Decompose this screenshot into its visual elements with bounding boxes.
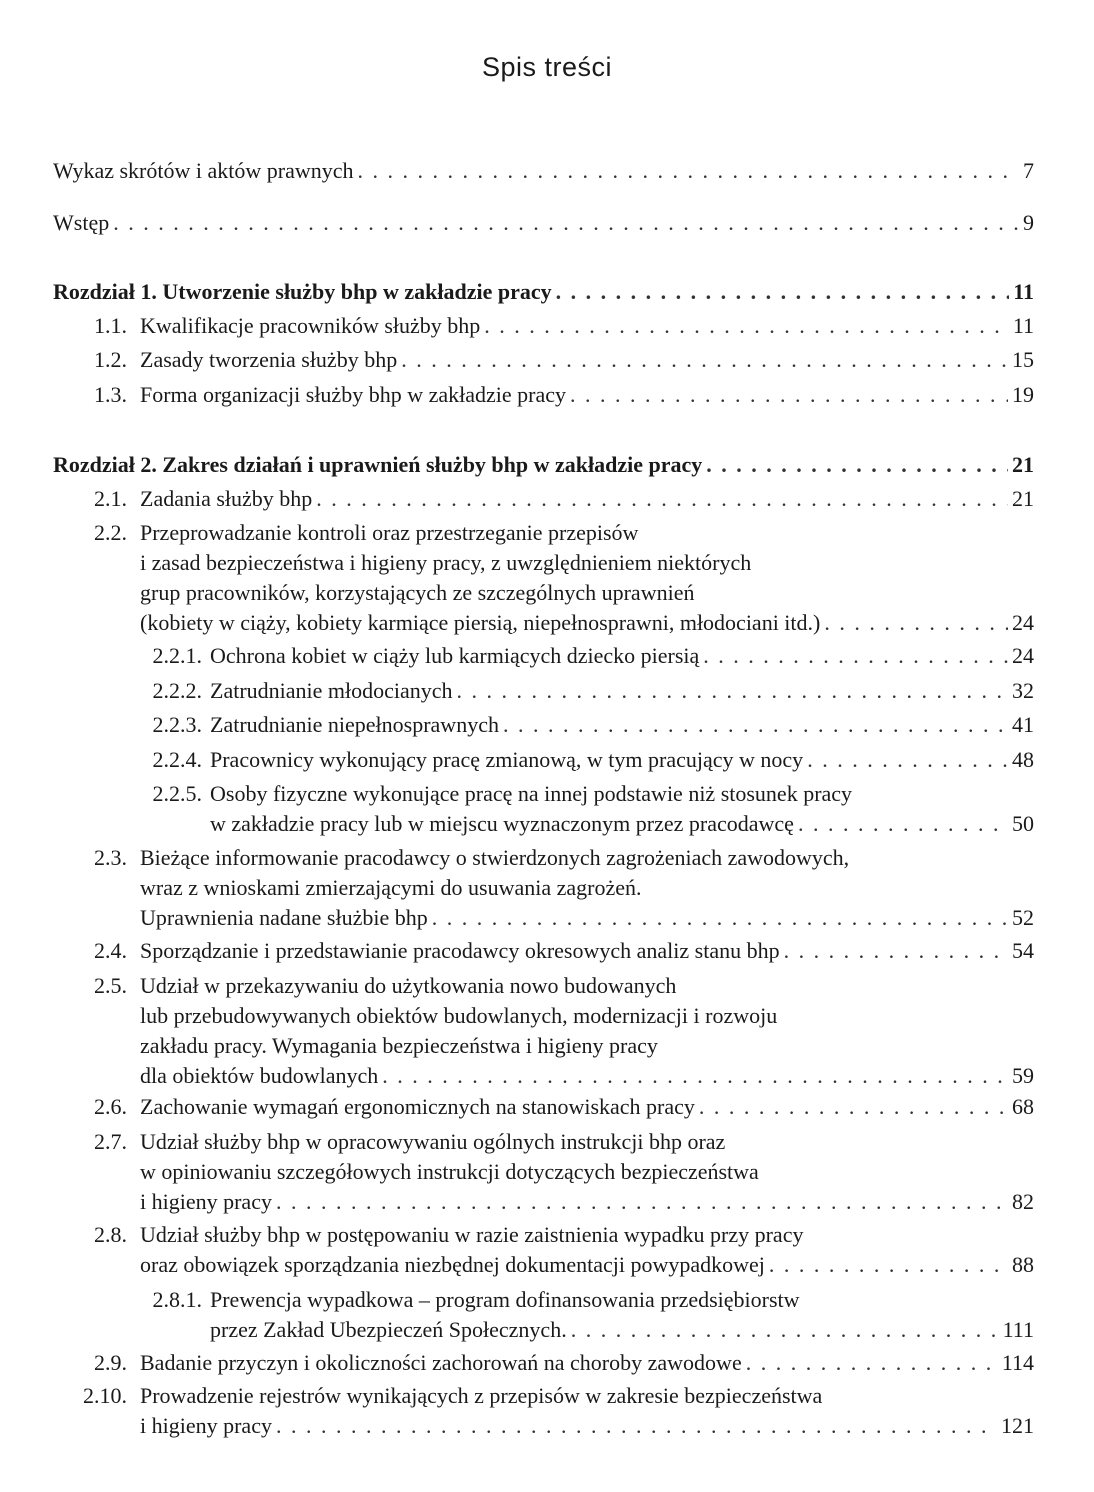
toc-text-line: Udział służby bhp w opracowywaniu ogólnych instrukcji bhp oraz <box>140 1129 726 1154</box>
leader-dots <box>484 311 1009 341</box>
toc-page-number: 82 <box>1012 1189 1034 1214</box>
toc-number: 2.8.1. <box>152 1287 202 1312</box>
toc-page-number: 121 <box>1001 1413 1034 1438</box>
toc-page-number: 15 <box>1012 347 1034 372</box>
leader-dots <box>357 156 1019 186</box>
toc-text-line: Uprawnienia nadane służbie bhp <box>140 905 428 930</box>
toc-number: 2.2.4. <box>152 747 202 772</box>
toc-entry-2-2 <box>94 518 1034 638</box>
toc-entry-2-8 <box>94 1220 1034 1280</box>
toc-number: 2.10. <box>83 1383 127 1408</box>
toc-text-line: w zakładzie pracy lub w miejscu wyznaczonym przez pracodawcę <box>210 811 794 836</box>
toc-number: 2.3. <box>94 845 127 870</box>
toc-number: 2.9. <box>94 1350 127 1375</box>
leader-dots <box>769 1250 1008 1280</box>
toc-text: Ochrona kobiet w ciąży lub karmiących dziecko piersią <box>210 643 700 668</box>
toc-text-line: wraz z wnioskami zmierzającymi do usuwania zagrożeń. <box>140 875 642 900</box>
toc-page-number: 111 <box>1002 1317 1034 1342</box>
toc-text: Rozdział 1. Utworzenie służby bhp w zakładzie pracy <box>53 279 552 304</box>
toc-number: 1.1. <box>94 313 127 338</box>
leader-dots <box>746 1348 998 1378</box>
toc-page-number: 19 <box>1012 382 1034 407</box>
toc-text-line: oraz obowiązek sporządzania niezbędnej dokumentacji powypadkowej <box>140 1252 765 1277</box>
toc-page-number: 68 <box>1012 1094 1034 1119</box>
toc-text-line: lub przebudowywanych obiektów budowlanych, modernizacji i rozwoju <box>140 1003 778 1028</box>
toc-entry-2-2-5 <box>152 779 1034 839</box>
toc-text-line: Udział służby bhp w postępowaniu w razie zaistnienia wypadku przy pracy <box>140 1222 804 1247</box>
toc-number: 2.2.3. <box>152 712 202 737</box>
leader-dots <box>382 1061 1008 1091</box>
leader-dots <box>824 608 1008 638</box>
toc-number: 1.3. <box>94 382 127 407</box>
toc-text-line: Bieżące informowanie pracodawcy o stwierdzonych zagrożeniach zawodowych, <box>140 845 850 870</box>
leader-dots <box>276 1187 1008 1217</box>
toc-page-number: 41 <box>1012 712 1034 737</box>
toc-entry-2-6 <box>94 1092 1034 1122</box>
leader-dots <box>457 676 1008 706</box>
toc-page-number: 54 <box>1012 938 1034 963</box>
leader-dots <box>570 380 1008 410</box>
toc-number: 2.7. <box>94 1129 127 1154</box>
toc-text-line: Udział w przekazywaniu do użytkowania nowo budowanych <box>140 973 677 998</box>
leader-dots <box>699 1092 1008 1122</box>
leader-dots <box>556 277 1010 307</box>
toc-page-number: 32 <box>1012 678 1034 703</box>
leader-dots <box>503 710 1008 740</box>
toc-entry-wykaz <box>53 156 1034 186</box>
leader-dots <box>807 745 1008 775</box>
toc-page-number: 50 <box>1012 811 1034 836</box>
toc-entry-wstep <box>53 208 1034 238</box>
toc-text: Forma organizacji służby bhp w zakładzie pracy <box>140 382 566 407</box>
toc-chapter-2 <box>53 450 1034 480</box>
leader-dots <box>432 903 1008 933</box>
toc-text: Zadania służby bhp <box>140 486 313 511</box>
toc-text: Rozdział 2. Zakres działań i uprawnień służby bhp w zakładzie pracy <box>53 452 703 477</box>
toc-text-line: Prewencja wypadkowa – program dofinansowania przedsiębiorstw <box>210 1287 800 1312</box>
toc-text: Zatrudnianie niepełnosprawnych <box>210 712 499 737</box>
toc-entry-2-4 <box>94 936 1034 966</box>
toc-text: Wstęp <box>53 210 110 235</box>
toc-text: Zatrudnianie młodocianych <box>210 678 453 703</box>
toc-text-line: zakładu pracy. Wymagania bezpieczeństwa i higieny pracy <box>140 1033 658 1058</box>
toc-page-number: 114 <box>1001 1350 1034 1375</box>
toc-entry-2-10 <box>83 1381 1034 1441</box>
toc-number: 2.5. <box>94 973 127 998</box>
toc-text: Badanie przyczyn i okoliczności zachorowań na choroby zawodowe <box>140 1350 742 1375</box>
toc-text-line: Przeprowadzanie kontroli oraz przestrzeganie przepisów <box>140 520 639 545</box>
toc-text-line: (kobiety w ciąży, kobiety karmiące piersią, niepełnosprawni, młodociani itd.) <box>140 610 821 635</box>
toc-entry-1-3 <box>94 380 1034 410</box>
toc-text: Zachowanie wymagań ergonomicznych na stanowiskach pracy <box>140 1094 695 1119</box>
toc-number: 2.2.2. <box>152 678 202 703</box>
toc-page-number: 11 <box>1012 313 1034 338</box>
toc-entry-2-2-1 <box>152 641 1034 671</box>
leader-dots <box>571 1315 999 1345</box>
toc-text: Kwalifikacje pracowników służby bhp <box>140 313 481 338</box>
toc-number: 2.2.1. <box>152 643 202 668</box>
toc-text: Zasady tworzenia służby bhp <box>140 347 398 372</box>
toc-entry-2-2-4 <box>152 745 1034 775</box>
toc-page-number: 9 <box>1023 210 1034 235</box>
toc-page-number: 11 <box>1013 279 1034 304</box>
toc-text: Sporządzanie i przedstawianie pracodawcy okresowych analiz stanu bhp <box>140 938 780 963</box>
leader-dots <box>276 1411 997 1441</box>
leader-dots <box>113 208 1019 238</box>
toc-text-line: grup pracowników, korzystających ze szczególnych uprawnień <box>140 580 695 605</box>
toc-text: Pracownicy wykonujący pracę zmianową, w tym pracujący w nocy <box>210 747 804 772</box>
toc-page-number: 24 <box>1012 610 1034 635</box>
toc-page-number: 88 <box>1012 1252 1034 1277</box>
leader-dots <box>706 450 1008 480</box>
leader-dots <box>316 484 1008 514</box>
toc-text-line: w opiniowaniu szczegółowych instrukcji dotyczących bezpieczeństwa <box>140 1159 759 1184</box>
toc-text-line: przez Zakład Ubezpieczeń Społecznych. <box>210 1317 567 1342</box>
toc-text: Wykaz skrótów i aktów prawnych <box>53 158 354 183</box>
toc-page-number: 24 <box>1012 643 1034 668</box>
toc-text-line: i higieny pracy <box>140 1189 272 1214</box>
toc-entry-2-5 <box>94 971 1034 1091</box>
toc-text-line: Osoby fizyczne wykonujące pracę na innej podstawie niż stosunek pracy <box>210 781 853 806</box>
toc-number: 2.8. <box>94 1222 127 1247</box>
toc-page-number: 7 <box>1023 158 1034 183</box>
toc-entry-2-2-2 <box>152 676 1034 706</box>
toc-entry-2-1 <box>94 484 1034 514</box>
toc-text-line: Prowadzenie rejestrów wynikających z przepisów w zakresie bezpieczeństwa <box>140 1383 823 1408</box>
toc-number: 2.6. <box>94 1094 127 1119</box>
leader-dots <box>784 936 1008 966</box>
toc-text-line: dla obiektów budowlanych <box>140 1063 379 1088</box>
leader-dots <box>798 809 1008 839</box>
page-title: Spis treści <box>481 52 613 82</box>
toc-page-number: 52 <box>1012 905 1034 930</box>
toc-number: 2.4. <box>94 938 127 963</box>
toc-number: 2.2.5. <box>152 781 202 806</box>
toc-chapter-1 <box>53 277 1034 307</box>
toc-entry-1-2 <box>94 345 1034 375</box>
toc-page-number: 59 <box>1012 1063 1034 1088</box>
toc-page-number: 21 <box>1012 452 1034 477</box>
toc-entry-2-2-3 <box>152 710 1034 740</box>
toc-text-line: i zasad bezpieczeństwa i higieny pracy, z uwzględnieniem niektórych <box>140 550 752 575</box>
toc-entry-2-3 <box>94 843 1034 933</box>
toc-entry-1-1 <box>94 311 1034 341</box>
toc-number: 2.1. <box>94 486 127 511</box>
toc-page-number: 21 <box>1012 486 1034 511</box>
toc-entry-2-8-1 <box>152 1285 1034 1345</box>
toc-page-number: 48 <box>1012 747 1034 772</box>
leader-dots <box>401 345 1008 375</box>
leader-dots <box>703 641 1008 671</box>
toc-number: 1.2. <box>94 347 127 372</box>
toc-number: 2.2. <box>94 520 127 545</box>
toc-text-line: i higieny pracy <box>140 1413 272 1438</box>
toc-entry-2-7 <box>94 1127 1034 1217</box>
toc-entry-2-9 <box>94 1348 1034 1378</box>
